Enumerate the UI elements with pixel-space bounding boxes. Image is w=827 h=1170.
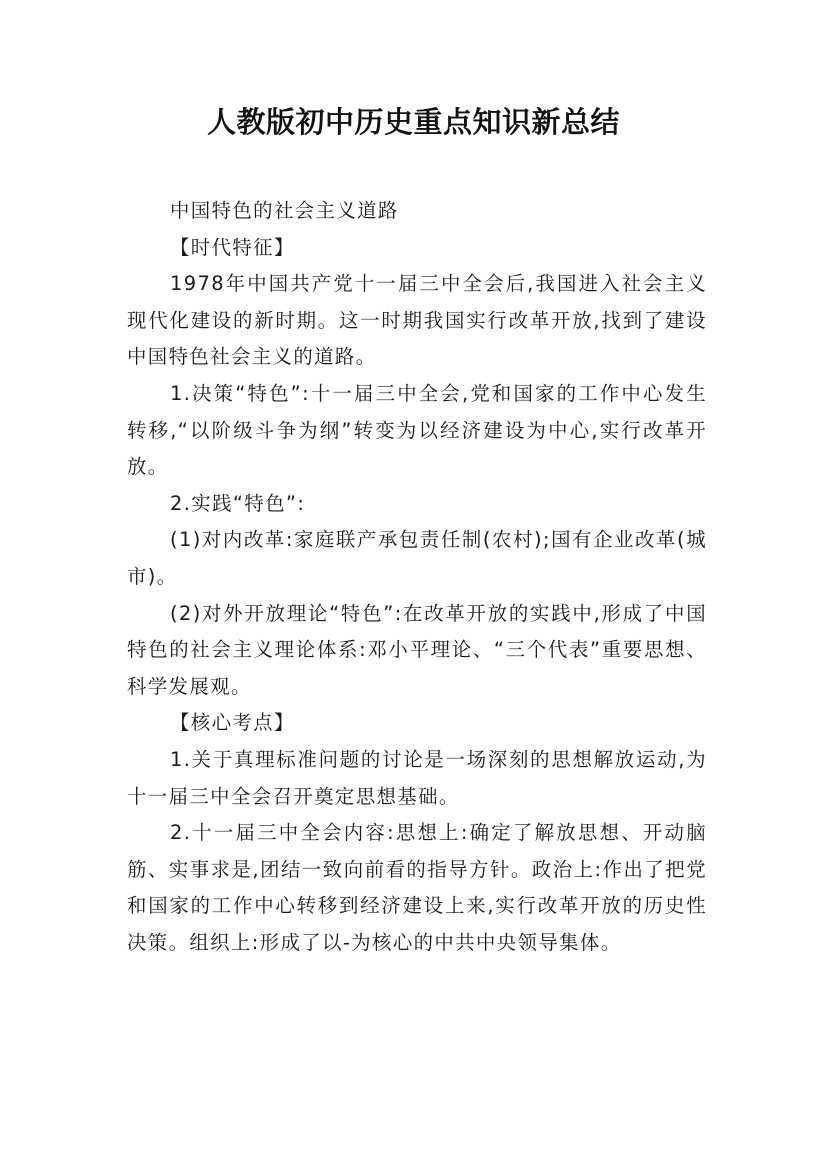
paragraph: 1978年中国共产党十一届三中全会后,我国进入社会主义现代化建设的新时期。这一时期我国实行改革开放,找到了建设中国特色社会主义的道路。 — [127, 272, 707, 369]
paragraph: (1)对内改革:家庭联产承包责任制(农村);国有企业改革(城市)。 — [127, 528, 707, 588]
paragraph: 1.决策“特色”:十一届三中全会,党和国家的工作中心发生转移,“以阶级斗争为纲”转变为以经济建设为中心,实行改革开放。 — [127, 381, 707, 479]
section-heading: 中国特色的社会主义道路 — [170, 199, 399, 222]
document-body — [127, 193, 707, 961]
paragraph: 2.实践“特色”: — [170, 491, 306, 515]
subsection-heading-key-points: 【核心考点】 — [170, 711, 295, 735]
subsection-heading-era-features: 【时代特征】 — [170, 235, 295, 259]
paragraph: 2.十一届三中全会内容:思想上:确定了解放思想、开动脑筋、实事求是,团结一致向前看的指导方针。政治上:作出了把党和国家的工作中心转移到经济建设上来,实行改革开放的历史性决策。组织上:形成了以-为核心的中共中央领导集体。 — [127, 821, 707, 954]
paragraph: (2)对外开放理论“特色”:在改革开放的实践中,形成了中国特色的社会主义理论体系:邓小平理论、“三个代表”重要思想、科学发展观。 — [127, 601, 707, 698]
paragraph: 1.关于真理标准问题的讨论是一场深刻的思想解放运动,为十一届三中全会召开奠定思想基础。 — [127, 747, 707, 808]
document-title: 人教版初中历史重点知识新总结 — [206, 105, 620, 139]
